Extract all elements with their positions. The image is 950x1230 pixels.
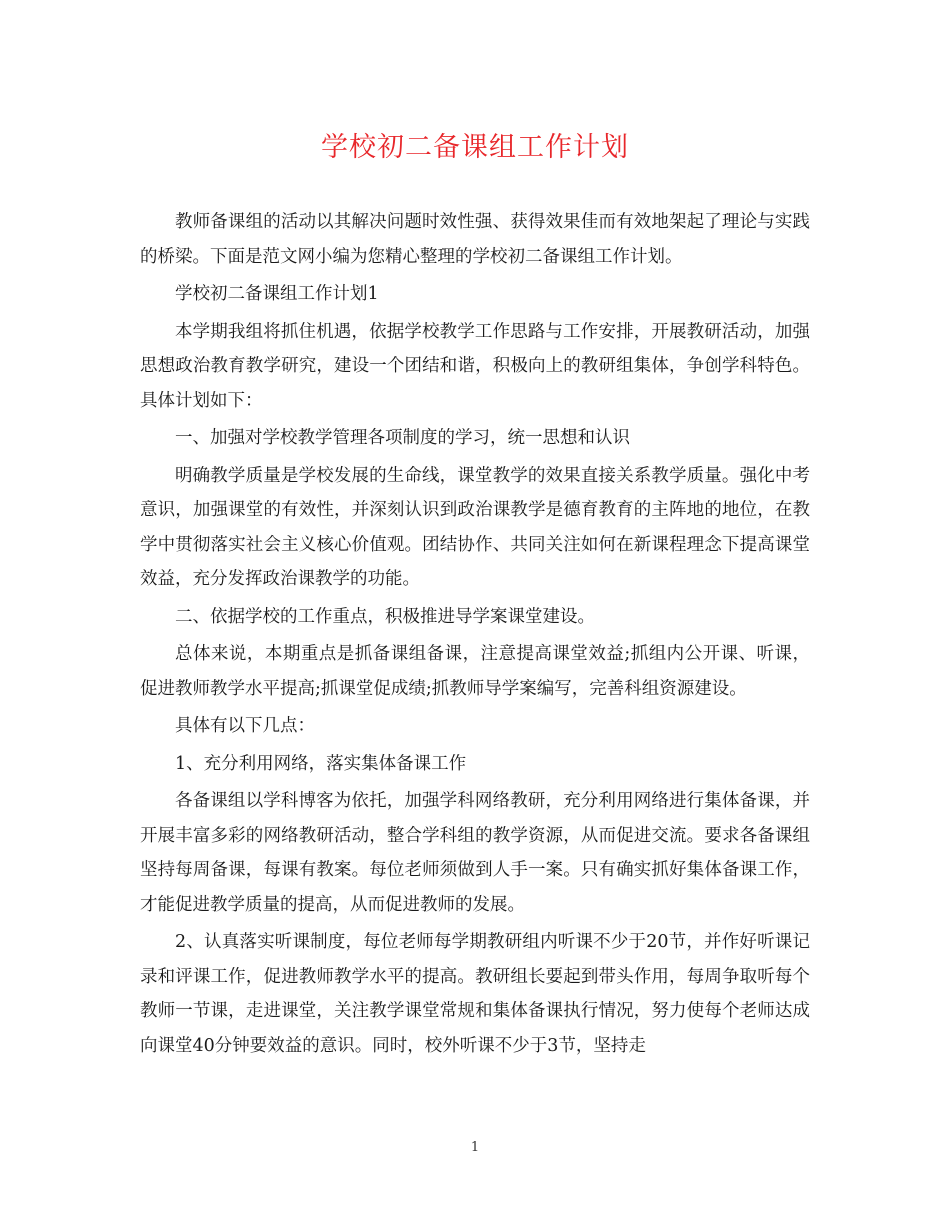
paragraph-plan-heading: 学校初二备课组工作计划1 [175, 284, 379, 304]
document-body [140, 205, 810, 1066]
paragraph-section-one-body: 明确教学质量是学校发展的生命线，课堂教学的效果直接关系教学质量。强化中考意识，加强课堂的有效性，并深刻认识到政治课教学是德育教育的主阵地的地位，在教学中贯彻落实社会主义核心价值观。团结协作、共同关注如何在新课程理念下提高课堂效益，充分发挥政治课教学的功能。 [140, 465, 810, 589]
paragraph-point-one-body: 各备课组以学科博客为依托，加强学科网络教研，充分利用网络进行集体备课，并开展丰富多彩的网络教研活动，整合学科组的教学资源，从而促进交流。要求各备课组坚持每周备课，每课有教案。每位老师须做到人手一案。只有确实抓好集体备课工作，才能促进教学质量的提高，从而促进教师的发展。 [140, 791, 810, 915]
paragraph-plan-overview: 本学期我组将抓住机遇，依据学校教学工作思路与工作安排，开展教研活动，加强思想政治教育教学研究，建设一个团结和谐，积极向上的教研组集体，争创学科特色。具体计划如下： [140, 321, 810, 411]
document-title: 学校初二备课组工作计划 [321, 132, 629, 163]
page-number: 1 [470, 1140, 480, 1155]
paragraph-point-one-heading: 1、充分利用网络，落实集体备课工作 [175, 753, 467, 774]
paragraph-intro: 教师备课组的活动以其解决问题时效性强、获得效果佳而有效地架起了理论与实践的桥梁。下面是范文网小编为您精心整理的学校初二备课组工作计划。 [140, 212, 810, 267]
paragraph-section-one-heading: 一、加强对学校教学管理各项制度的学习，统一思想和认识 [175, 428, 630, 448]
paragraph-points-intro: 具体有以下几点： [175, 716, 315, 736]
paragraph-point-two: 2、认真落实听课制度，每位老师每学期教研组内听课不少于20节，并作好听课记录和评课工作，促进教师教学水平的提高。教研组长要起到带头作用，每周争取听每个教师一节课，走进课堂，关注教学课堂常规和集体备课执行情况，努力使每个老师达成向课堂40分钟要效益的意识。同时，校外听课不少于3节，坚持走 [140, 932, 810, 1056]
paragraph-section-two-heading: 二、依据学校的工作重点，积极推进导学案课堂建设。 [175, 606, 595, 627]
paragraph-section-two-body: 总体来说，本期重点是抓备课组备课，注意提高课堂效益;抓组内公开课、听课，促进教师教学水平提高;抓课堂促成绩;抓教师导学案编写，完善科组资源建设。 [140, 644, 810, 699]
